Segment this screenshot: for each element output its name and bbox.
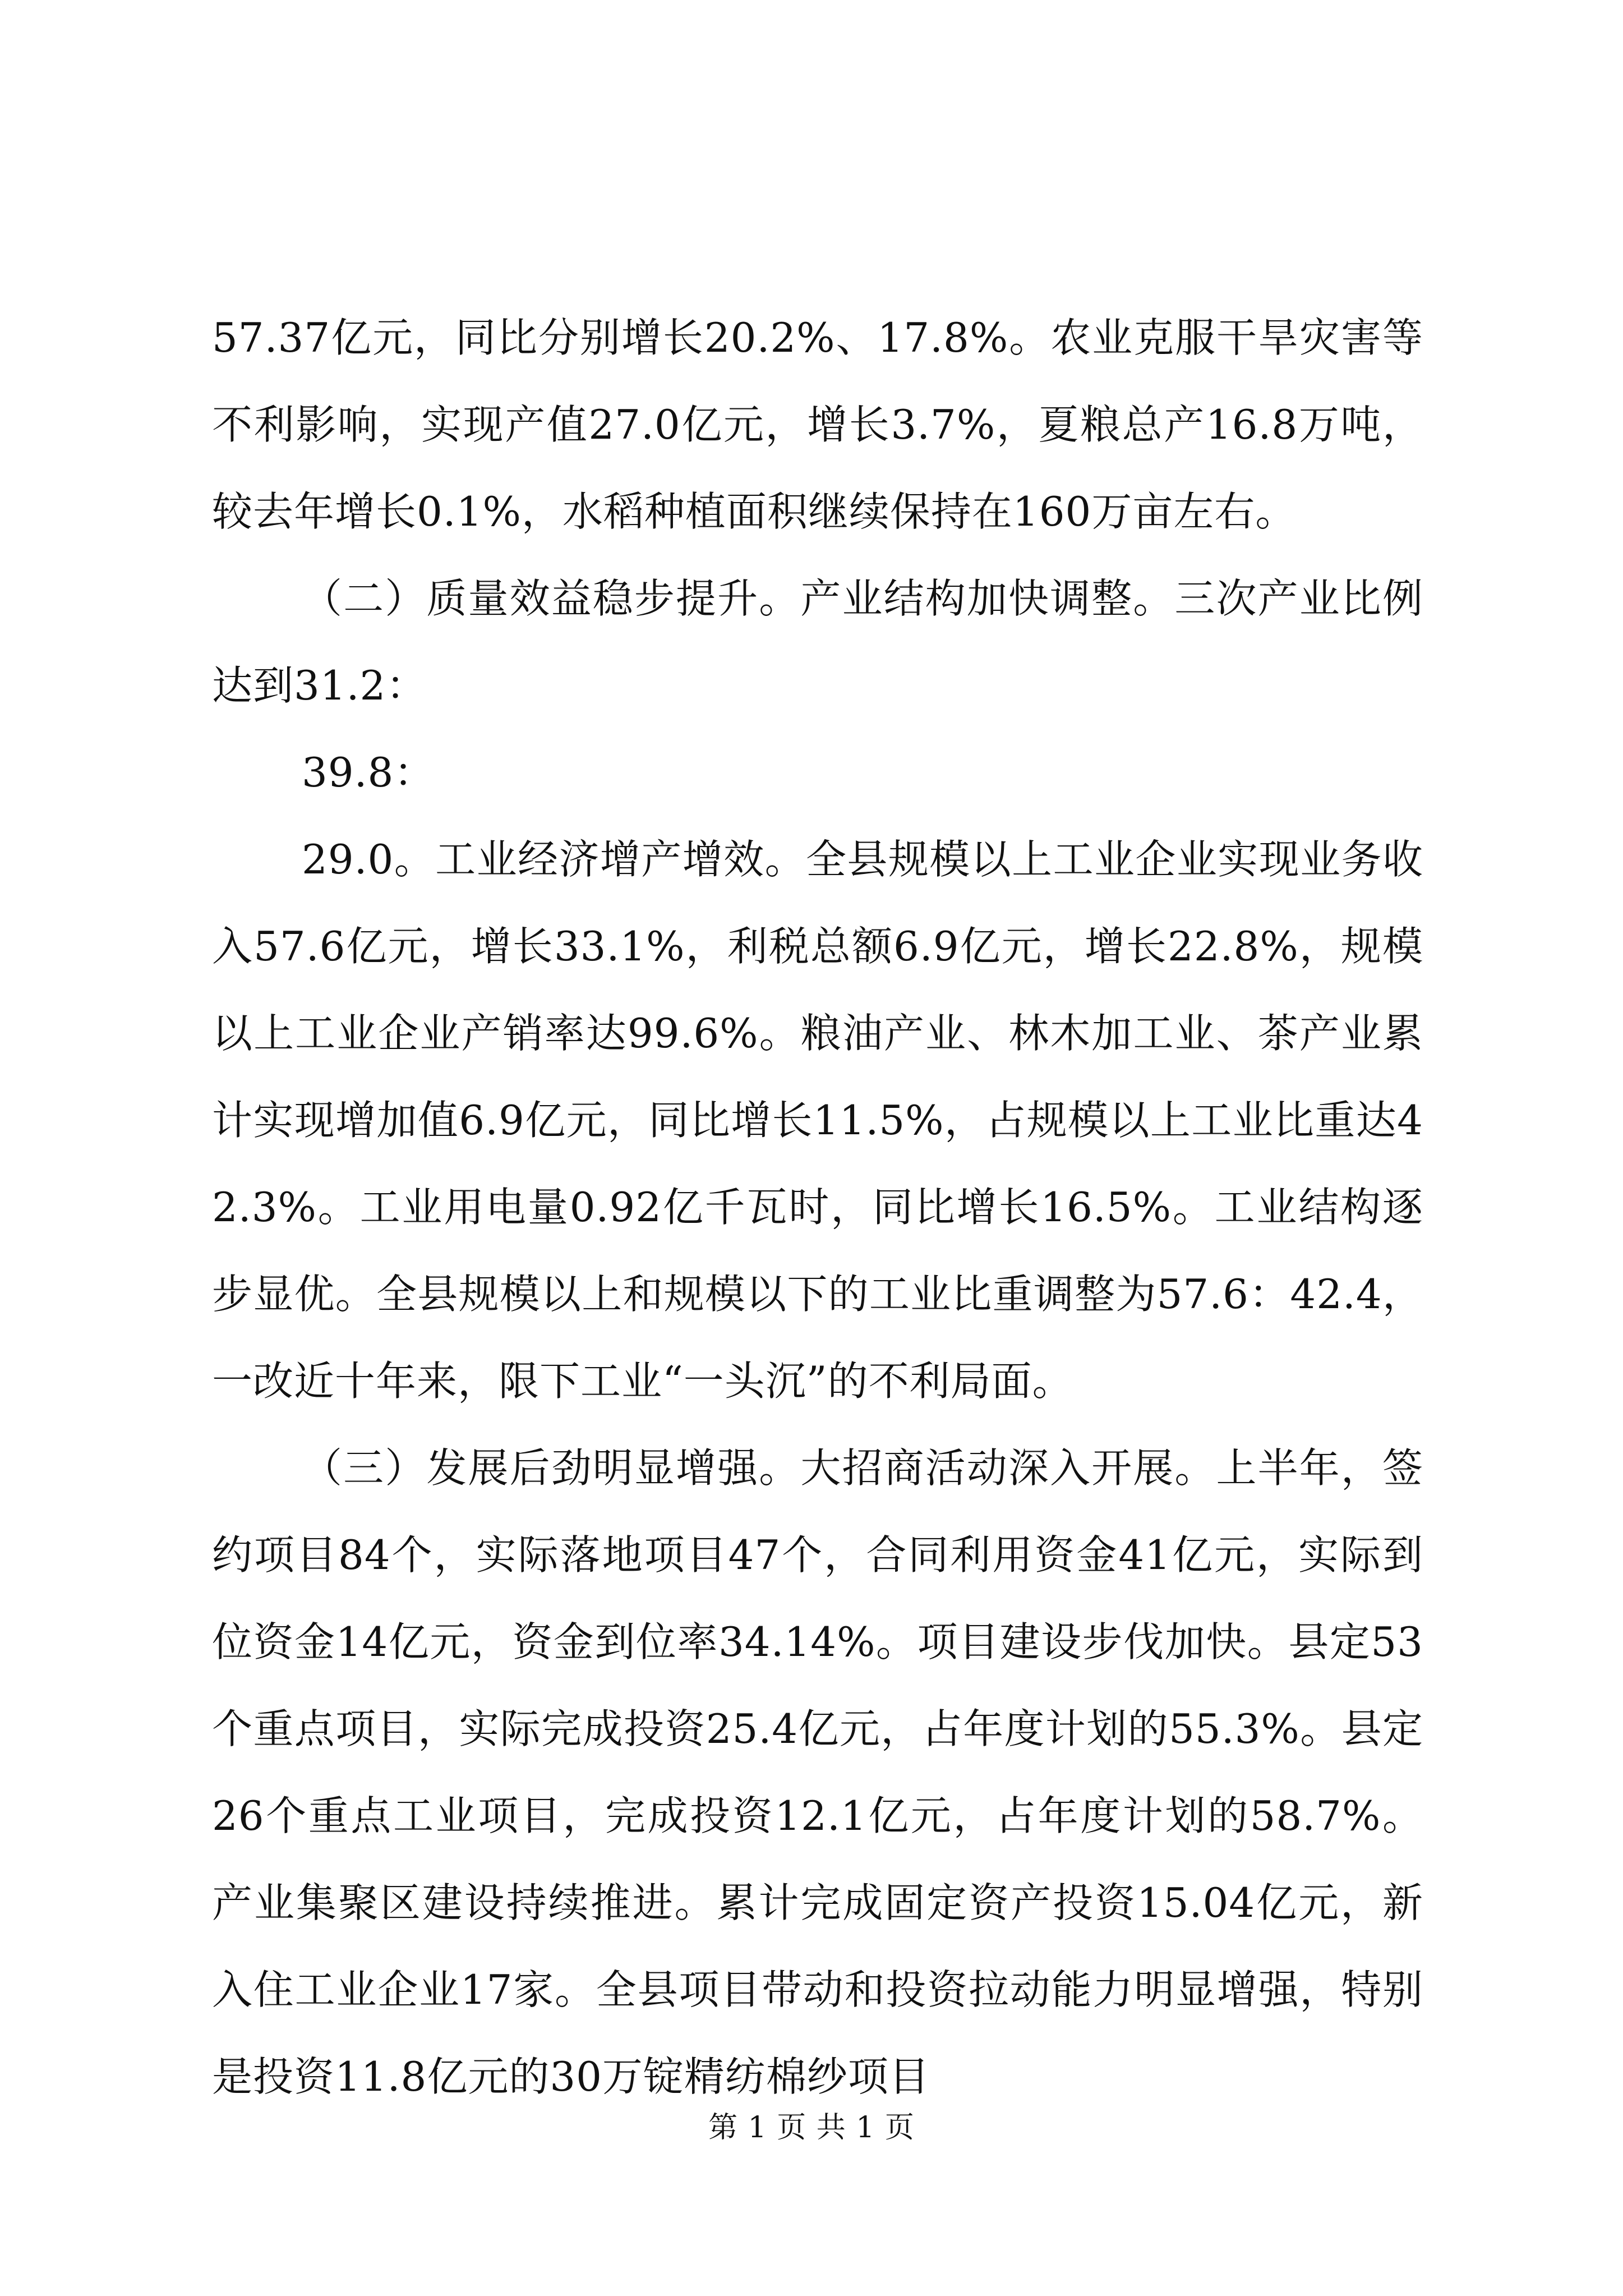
paragraph-1: 57.37亿元，同比分别增长20.2%、17.8%。农业克服干旱灾害等不利影响，实现产值27.0亿元，增长3.7%，夏粮总产16.8万吨，较去年增长0.1%，水稻种植面积继续保持在160万亩左右。	[212, 314, 1423, 535]
paragraph-5: （三）发展后劲明显增强。大招商活动深入开展。上半年，签约项目84个，实际落地项目47个，合同利用资金41亿元，实际到位资金14亿元，资金到位率34.14%。项目建设步伐加快。县定53个重点项目，实际完成投资25.4亿元，占年度计划的55.3%。县定26个重点工业项目，完成投资12.1亿元，占年度计划的58.7%。产业集聚区建设持续推进。累计完成固定资产投资15.04亿元，新入住工业企业17家。全县项目带动和投资拉动能力明显增强，特别是投资11.8亿元的30万锭精纺棉纱项目	[212, 1444, 1423, 2100]
paragraph-4: 29.0。工业经济增产增效。全县规模以上工业企业实现业务收入57.6亿元，增长33.1%，利税总额6.9亿元，增长22.8%，规模以上工业企业产销率达99.6%。粮油产业、林木加工业、茶产业累计实现增加值6.9亿元，同比增长11.5%，占规模以上工业比重达42.3%。工业用电量0.92亿千瓦时，同比增长16.5%。工业结构逐步显优。全县规模以上和规模以下的工业比重调整为57.6：42.4，一改近十年来，限下工业“一头沉”的不利局面。	[212, 836, 1423, 1405]
page-footer: 第 1 页 共 1 页	[708, 2111, 915, 2145]
paragraph-3: 39.8：	[302, 749, 435, 796]
document-body	[212, 295, 1423, 2120]
paragraph-2: （二）质量效益稳步提升。产业结构加快调整。三次产业比例达到31.2：	[212, 575, 1423, 709]
